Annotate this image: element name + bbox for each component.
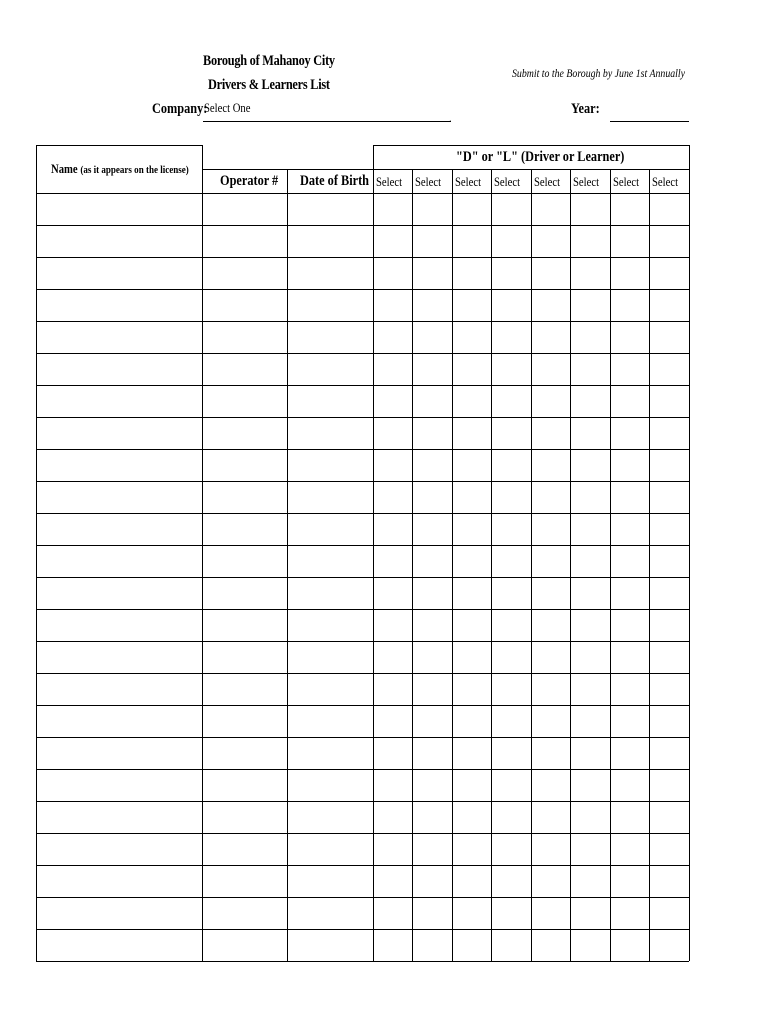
- driver-learner-cell[interactable]: [492, 546, 531, 577]
- driver-learner-cell[interactable]: [492, 482, 531, 513]
- driver-learner-cell[interactable]: [492, 610, 531, 641]
- operator-cell[interactable]: [203, 450, 287, 481]
- driver-learner-cell[interactable]: [413, 322, 452, 353]
- driver-learner-cell[interactable]: [650, 674, 689, 705]
- driver-learner-cell[interactable]: [532, 354, 570, 385]
- driver-learner-cell[interactable]: [532, 322, 570, 353]
- driver-learner-cell[interactable]: [453, 578, 491, 609]
- dob-cell[interactable]: [288, 770, 373, 801]
- dob-cell[interactable]: [288, 450, 373, 481]
- dob-cell[interactable]: [288, 674, 373, 705]
- operator-cell[interactable]: [203, 386, 287, 417]
- driver-learner-cell[interactable]: [413, 770, 452, 801]
- driver-learner-cell[interactable]: [374, 194, 412, 225]
- name-cell[interactable]: [37, 642, 202, 673]
- driver-learner-cell[interactable]: [650, 866, 689, 897]
- operator-cell[interactable]: [203, 514, 287, 545]
- driver-learner-cell[interactable]: [453, 194, 491, 225]
- driver-learner-cell[interactable]: [571, 834, 610, 865]
- driver-learner-cell[interactable]: [492, 578, 531, 609]
- driver-learner-cell[interactable]: [374, 322, 412, 353]
- name-cell[interactable]: [37, 738, 202, 769]
- driver-learner-cell[interactable]: [650, 226, 689, 257]
- driver-learner-select-3[interactable]: Select: [455, 174, 482, 189]
- driver-learner-cell[interactable]: [532, 738, 570, 769]
- name-cell[interactable]: [37, 898, 202, 929]
- driver-learner-cell[interactable]: [492, 770, 531, 801]
- driver-learner-cell[interactable]: [453, 706, 491, 737]
- dob-cell[interactable]: [288, 482, 373, 513]
- driver-learner-cell[interactable]: [492, 802, 531, 833]
- driver-learner-cell[interactable]: [532, 290, 570, 321]
- operator-cell[interactable]: [203, 546, 287, 577]
- name-cell[interactable]: [37, 354, 202, 385]
- driver-learner-cell[interactable]: [453, 322, 491, 353]
- driver-learner-cell[interactable]: [374, 866, 412, 897]
- form-title-line2: Drivers & Learners List: [208, 77, 330, 93]
- driver-learner-cell[interactable]: [492, 418, 531, 449]
- driver-learner-cell[interactable]: [413, 898, 452, 929]
- driver-learner-cell[interactable]: [374, 706, 412, 737]
- dob-cell[interactable]: [288, 802, 373, 833]
- operator-cell[interactable]: [203, 834, 287, 865]
- driver-learner-cell[interactable]: [453, 354, 491, 385]
- name-cell[interactable]: [37, 930, 202, 961]
- driver-learner-cell[interactable]: [453, 226, 491, 257]
- driver-learner-cell[interactable]: [650, 738, 689, 769]
- driver-learner-cell[interactable]: [374, 290, 412, 321]
- driver-learner-cell[interactable]: [532, 546, 570, 577]
- driver-learner-cell[interactable]: [571, 802, 610, 833]
- operator-cell[interactable]: [203, 674, 287, 705]
- dl-header-top-border: [373, 145, 689, 146]
- driver-learner-cell[interactable]: [492, 258, 531, 289]
- driver-learner-cell[interactable]: [374, 578, 412, 609]
- driver-learner-cell[interactable]: [374, 546, 412, 577]
- driver-learner-cell[interactable]: [611, 866, 649, 897]
- name-cell[interactable]: [37, 610, 202, 641]
- operator-cell[interactable]: [203, 418, 287, 449]
- driver-learner-cell[interactable]: [453, 642, 491, 673]
- operator-cell[interactable]: [203, 930, 287, 961]
- dob-column-header: Date of Birth: [300, 173, 370, 189]
- name-cell[interactable]: [37, 546, 202, 577]
- driver-learner-cell[interactable]: [532, 482, 570, 513]
- driver-learner-cell[interactable]: [374, 802, 412, 833]
- driver-learner-cell[interactable]: [650, 770, 689, 801]
- driver-learner-cell[interactable]: [650, 514, 689, 545]
- name-cell[interactable]: [37, 226, 202, 257]
- driver-learner-cell[interactable]: [374, 770, 412, 801]
- name-cell[interactable]: [37, 834, 202, 865]
- driver-learner-cell[interactable]: [650, 290, 689, 321]
- dob-cell[interactable]: [288, 226, 373, 257]
- driver-learner-cell[interactable]: [532, 578, 570, 609]
- driver-learner-cell[interactable]: [611, 482, 649, 513]
- driver-learner-cell[interactable]: [374, 258, 412, 289]
- driver-learner-cell[interactable]: [532, 866, 570, 897]
- dob-cell[interactable]: [288, 898, 373, 929]
- driver-learner-cell[interactable]: [453, 898, 491, 929]
- company-select[interactable]: Select One: [204, 100, 251, 115]
- driver-learner-cell[interactable]: [492, 514, 531, 545]
- driver-learner-cell[interactable]: [571, 290, 610, 321]
- driver-learner-cell[interactable]: [571, 898, 610, 929]
- operator-cell[interactable]: [203, 642, 287, 673]
- year-label: Year:: [571, 101, 600, 117]
- operator-cell[interactable]: [203, 226, 287, 257]
- driver-learner-select-8[interactable]: Select: [652, 174, 679, 189]
- driver-learner-cell[interactable]: [571, 226, 610, 257]
- driver-learner-cell[interactable]: [413, 546, 452, 577]
- year-underline: [610, 121, 689, 122]
- driver-learner-cell[interactable]: [571, 258, 610, 289]
- driver-learner-cell[interactable]: [571, 610, 610, 641]
- dob-cell[interactable]: [288, 866, 373, 897]
- driver-learner-cell[interactable]: [413, 834, 452, 865]
- driver-learner-cell[interactable]: [413, 450, 452, 481]
- dob-cell[interactable]: [288, 546, 373, 577]
- driver-learner-cell[interactable]: [571, 386, 610, 417]
- driver-learner-cell[interactable]: [611, 354, 649, 385]
- driver-learner-cell[interactable]: [571, 770, 610, 801]
- driver-learner-cell[interactable]: [611, 546, 649, 577]
- driver-learner-cell[interactable]: [492, 194, 531, 225]
- dob-cell[interactable]: [288, 322, 373, 353]
- name-cell[interactable]: [37, 706, 202, 737]
- driver-learner-select-1[interactable]: Select: [376, 174, 403, 189]
- driver-learner-cell[interactable]: [492, 834, 531, 865]
- dob-cell[interactable]: [288, 418, 373, 449]
- driver-learner-cell[interactable]: [453, 866, 491, 897]
- name-cell[interactable]: [37, 674, 202, 705]
- driver-learner-cell[interactable]: [532, 802, 570, 833]
- driver-learner-cell[interactable]: [611, 834, 649, 865]
- driver-learner-cell[interactable]: [492, 642, 531, 673]
- operator-cell[interactable]: [203, 482, 287, 513]
- driver-learner-cell[interactable]: [374, 482, 412, 513]
- driver-learner-cell[interactable]: [413, 386, 452, 417]
- operator-cell[interactable]: [203, 194, 287, 225]
- driver-learner-cell[interactable]: [650, 386, 689, 417]
- driver-learner-cell[interactable]: [611, 578, 649, 609]
- driver-learner-cell[interactable]: [571, 322, 610, 353]
- driver-learner-cell[interactable]: [611, 770, 649, 801]
- driver-learner-cell[interactable]: [611, 802, 649, 833]
- driver-learner-cell[interactable]: [532, 898, 570, 929]
- driver-learner-cell[interactable]: [571, 866, 610, 897]
- driver-learner-cell[interactable]: [611, 930, 649, 961]
- driver-learner-cell[interactable]: [571, 514, 610, 545]
- operator-cell[interactable]: [203, 610, 287, 641]
- operator-cell[interactable]: [203, 770, 287, 801]
- driver-learner-cell[interactable]: [650, 898, 689, 929]
- name-cell[interactable]: [37, 514, 202, 545]
- driver-learner-cell[interactable]: [413, 930, 452, 961]
- driver-learner-cell[interactable]: [413, 194, 452, 225]
- driver-learner-cell[interactable]: [532, 514, 570, 545]
- driver-learner-cell[interactable]: [453, 674, 491, 705]
- name-cell[interactable]: [37, 322, 202, 353]
- driver-learner-cell[interactable]: [453, 386, 491, 417]
- driver-learner-cell[interactable]: [413, 706, 452, 737]
- name-cell[interactable]: [37, 418, 202, 449]
- driver-learner-cell[interactable]: [374, 386, 412, 417]
- driver-learner-cell[interactable]: [532, 418, 570, 449]
- driver-learner-cell[interactable]: [492, 322, 531, 353]
- driver-learner-cell[interactable]: [492, 930, 531, 961]
- operator-cell[interactable]: [203, 354, 287, 385]
- driver-learner-cell[interactable]: [413, 578, 452, 609]
- driver-learner-cell[interactable]: [453, 610, 491, 641]
- driver-learner-cell[interactable]: [413, 418, 452, 449]
- driver-learner-cell[interactable]: [453, 290, 491, 321]
- driver-learner-cell[interactable]: [374, 834, 412, 865]
- dob-cell[interactable]: [288, 290, 373, 321]
- driver-learner-cell[interactable]: [611, 290, 649, 321]
- driver-learner-header: "D" or "L" (Driver or Learner): [456, 149, 625, 165]
- driver-learner-cell[interactable]: [453, 258, 491, 289]
- driver-learner-cell[interactable]: [611, 258, 649, 289]
- driver-learner-cell[interactable]: [571, 930, 610, 961]
- driver-learner-cell[interactable]: [453, 802, 491, 833]
- dob-cell[interactable]: [288, 834, 373, 865]
- driver-learner-select-5[interactable]: Select: [534, 174, 561, 189]
- driver-learner-cell[interactable]: [532, 194, 570, 225]
- dob-cell[interactable]: [288, 194, 373, 225]
- driver-learner-cell[interactable]: [571, 482, 610, 513]
- driver-learner-cell[interactable]: [611, 706, 649, 737]
- driver-learner-cell[interactable]: [571, 546, 610, 577]
- name-cell[interactable]: [37, 194, 202, 225]
- driver-learner-cell[interactable]: [650, 706, 689, 737]
- driver-learner-cell[interactable]: [571, 578, 610, 609]
- company-underline: [203, 121, 451, 122]
- dob-cell[interactable]: [288, 386, 373, 417]
- name-cell[interactable]: [37, 290, 202, 321]
- driver-learner-cell[interactable]: [492, 386, 531, 417]
- driver-learner-cell[interactable]: [492, 354, 531, 385]
- driver-learner-cell[interactable]: [650, 930, 689, 961]
- name-cell[interactable]: [37, 482, 202, 513]
- driver-learner-cell[interactable]: [453, 482, 491, 513]
- driver-learner-cell[interactable]: [374, 226, 412, 257]
- driver-learner-cell[interactable]: [413, 866, 452, 897]
- name-cell[interactable]: [37, 450, 202, 481]
- driver-learner-cell[interactable]: [374, 610, 412, 641]
- driver-learner-cell[interactable]: [650, 834, 689, 865]
- driver-learner-cell[interactable]: [492, 898, 531, 929]
- driver-learner-cell[interactable]: [413, 514, 452, 545]
- driver-learner-cell[interactable]: [611, 738, 649, 769]
- driver-learner-cell[interactable]: [532, 258, 570, 289]
- driver-learner-cell[interactable]: [650, 194, 689, 225]
- operator-cell[interactable]: [203, 898, 287, 929]
- driver-learner-cell[interactable]: [374, 418, 412, 449]
- driver-learner-cell[interactable]: [650, 642, 689, 673]
- driver-learner-cell[interactable]: [453, 546, 491, 577]
- name-column-header: [51, 161, 189, 177]
- driver-learner-cell[interactable]: [532, 834, 570, 865]
- driver-learner-cell[interactable]: [532, 450, 570, 481]
- driver-learner-cell[interactable]: [453, 514, 491, 545]
- driver-learner-cell[interactable]: [650, 578, 689, 609]
- driver-learner-cell[interactable]: [571, 418, 610, 449]
- driver-learner-cell[interactable]: [374, 450, 412, 481]
- driver-learner-cell[interactable]: [571, 194, 610, 225]
- dob-cell[interactable]: [288, 642, 373, 673]
- driver-learner-cell[interactable]: [571, 738, 610, 769]
- driver-learner-cell[interactable]: [532, 642, 570, 673]
- dob-cell[interactable]: [288, 738, 373, 769]
- driver-learner-cell[interactable]: [492, 226, 531, 257]
- driver-learner-cell[interactable]: [532, 674, 570, 705]
- driver-learner-cell[interactable]: [650, 546, 689, 577]
- name-cell[interactable]: [37, 258, 202, 289]
- driver-learner-cell[interactable]: [492, 866, 531, 897]
- driver-learner-cell[interactable]: [611, 898, 649, 929]
- driver-learner-cell[interactable]: [611, 514, 649, 545]
- driver-learner-cell[interactable]: [571, 674, 610, 705]
- name-header-top-border: [36, 145, 202, 146]
- form-title-line1: Borough of Mahanoy City: [203, 53, 335, 69]
- driver-learner-cell[interactable]: [650, 418, 689, 449]
- driver-learner-cell[interactable]: [532, 226, 570, 257]
- driver-learner-select-7[interactable]: Select: [613, 174, 640, 189]
- driver-learner-cell[interactable]: [374, 642, 412, 673]
- driver-learner-cell[interactable]: [413, 802, 452, 833]
- driver-learner-cell[interactable]: [374, 354, 412, 385]
- operator-cell[interactable]: [203, 578, 287, 609]
- driver-learner-cell[interactable]: [492, 450, 531, 481]
- driver-learner-cell[interactable]: [413, 738, 452, 769]
- name-cell[interactable]: [37, 770, 202, 801]
- driver-learner-cell[interactable]: [413, 482, 452, 513]
- driver-learner-cell[interactable]: [492, 290, 531, 321]
- submission-note: Submit to the Borough by June 1st Annually: [512, 66, 686, 80]
- company-underline-end: .: [449, 110, 452, 125]
- driver-learner-cell[interactable]: [611, 642, 649, 673]
- operator-cell[interactable]: [203, 322, 287, 353]
- driver-learner-cell[interactable]: [611, 450, 649, 481]
- driver-learner-cell[interactable]: [611, 418, 649, 449]
- driver-learner-cell[interactable]: [492, 706, 531, 737]
- operator-cell[interactable]: [203, 258, 287, 289]
- driver-learner-cell[interactable]: [453, 834, 491, 865]
- driver-learner-cell[interactable]: [413, 290, 452, 321]
- name-cell[interactable]: [37, 866, 202, 897]
- company-label: Company:: [152, 101, 208, 117]
- dob-cell[interactable]: [288, 258, 373, 289]
- driver-learner-cell[interactable]: [611, 674, 649, 705]
- driver-learner-cell[interactable]: [532, 386, 570, 417]
- name-header-label: Name: [51, 161, 78, 176]
- driver-learner-cell[interactable]: [413, 258, 452, 289]
- dob-cell[interactable]: [288, 354, 373, 385]
- driver-learner-cell[interactable]: [611, 386, 649, 417]
- driver-learner-cell[interactable]: [571, 706, 610, 737]
- dob-cell[interactable]: [288, 930, 373, 961]
- driver-learner-select-4[interactable]: Select: [494, 174, 521, 189]
- driver-learner-cell[interactable]: [532, 770, 570, 801]
- driver-learner-cell[interactable]: [413, 354, 452, 385]
- dob-cell[interactable]: [288, 706, 373, 737]
- driver-learner-cell[interactable]: [413, 674, 452, 705]
- driver-learner-cell[interactable]: [611, 226, 649, 257]
- driver-learner-cell[interactable]: [413, 642, 452, 673]
- driver-learner-select-6[interactable]: Select: [573, 174, 600, 189]
- operator-cell[interactable]: [203, 866, 287, 897]
- dob-cell[interactable]: [288, 514, 373, 545]
- driver-learner-cell[interactable]: [650, 450, 689, 481]
- driver-learner-select-2[interactable]: Select: [415, 174, 442, 189]
- operator-cell[interactable]: [203, 290, 287, 321]
- driver-learner-cell[interactable]: [611, 194, 649, 225]
- driver-learner-cell[interactable]: [650, 610, 689, 641]
- driver-learner-cell[interactable]: [374, 930, 412, 961]
- driver-learner-cell[interactable]: [611, 610, 649, 641]
- driver-learner-cell[interactable]: [532, 930, 570, 961]
- driver-learner-cell[interactable]: [492, 738, 531, 769]
- driver-learner-cell[interactable]: [413, 610, 452, 641]
- driver-learner-cell[interactable]: [453, 418, 491, 449]
- name-cell[interactable]: [37, 802, 202, 833]
- driver-learner-cell[interactable]: [374, 898, 412, 929]
- name-header-note: (as it appears on the license): [80, 164, 189, 176]
- name-cell[interactable]: [37, 386, 202, 417]
- driver-learner-cell[interactable]: [650, 482, 689, 513]
- driver-learner-cell[interactable]: [650, 258, 689, 289]
- dob-cell[interactable]: [288, 610, 373, 641]
- name-cell[interactable]: [37, 578, 202, 609]
- driver-learner-cell[interactable]: [453, 450, 491, 481]
- driver-learner-cell[interactable]: [571, 354, 610, 385]
- driver-learner-cell[interactable]: [492, 674, 531, 705]
- driver-learner-cell[interactable]: [571, 642, 610, 673]
- driver-learner-cell[interactable]: [374, 514, 412, 545]
- driver-learner-cell[interactable]: [374, 738, 412, 769]
- driver-learner-cell[interactable]: [532, 610, 570, 641]
- driver-learner-cell[interactable]: [611, 322, 649, 353]
- driver-learner-cell[interactable]: [453, 770, 491, 801]
- dob-cell[interactable]: [288, 578, 373, 609]
- driver-learner-cell[interactable]: [453, 930, 491, 961]
- operator-cell[interactable]: [203, 706, 287, 737]
- driver-learner-cell[interactable]: [374, 674, 412, 705]
- driver-learner-cell[interactable]: [413, 226, 452, 257]
- table-right-border: [689, 145, 690, 961]
- operator-cell[interactable]: [203, 802, 287, 833]
- operator-column-header: Operator #: [220, 173, 279, 189]
- driver-learner-cell[interactable]: [650, 802, 689, 833]
- row-divider: [36, 961, 689, 962]
- driver-learner-cell[interactable]: [650, 354, 689, 385]
- operator-cell[interactable]: [203, 738, 287, 769]
- driver-learner-cell[interactable]: [571, 450, 610, 481]
- driver-learner-cell[interactable]: [532, 706, 570, 737]
- driver-learner-cell[interactable]: [453, 738, 491, 769]
- driver-learner-cell[interactable]: [650, 322, 689, 353]
